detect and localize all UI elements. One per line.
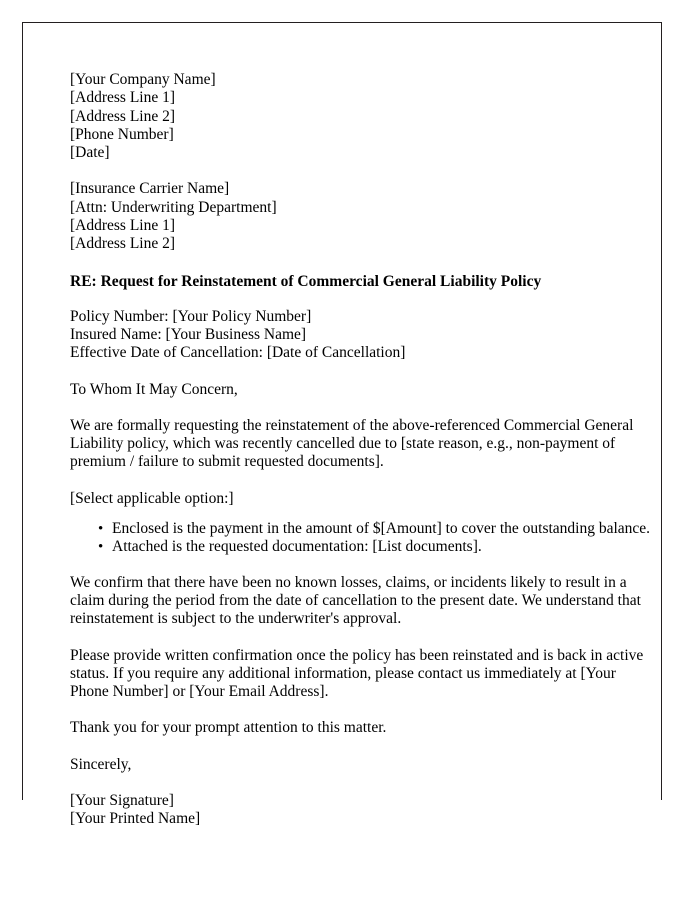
- salutation: To Whom It May Concern,: [70, 380, 238, 398]
- closing-line: Sincerely,: [70, 755, 132, 773]
- sender-line-date: [Date]: [70, 144, 110, 162]
- recipient-line-address-1: [Address Line 1]: [70, 217, 176, 235]
- recipient-line-attn: [Attn: Underwriting Department]: [70, 198, 277, 216]
- recipient-line-address-2: [Address Line 2]: [70, 235, 176, 253]
- printed-name-line: [Your Printed Name]: [70, 810, 201, 828]
- signature-placeholder-line: [Your Signature]: [70, 792, 174, 810]
- body-paragraph-2: We confirm that there have been no known losses, claims, or incidents likely to result in a claim during the period from the date of cancellation to the present date. We understand that reinstatement is subject to the underwriter's approval.: [70, 573, 641, 628]
- signature-block: [70, 792, 658, 829]
- sender-line-company: [Your Company Name]: [70, 71, 216, 88]
- thanks-line: Thank you for your prompt attention to this matter.: [70, 719, 387, 737]
- sender-line-phone: [Phone Number]: [70, 125, 174, 143]
- body-paragraph-1: We are formally requesting the reinstatement of the above-referenced Commercial General Liability policy, which was recently cancelled due to [state reason, e.g., non-payment of premium / failure to submit requested documents].: [70, 416, 634, 471]
- letter-body: [70, 71, 658, 829]
- sender-address-block: [70, 71, 658, 162]
- document-page-frame: [22, 22, 662, 828]
- insured-name-line: Insured Name: [Your Business Name]: [70, 325, 307, 343]
- policy-details-block: [70, 308, 658, 363]
- body-paragraph-3: Please provide written confirmation once the policy has been reinstated and is back in active status. If you require any additional information, please contact us immediately at [Your Phone Number] or [Your Email Address].: [70, 646, 644, 701]
- select-option-label: [Select applicable option:]: [70, 489, 234, 507]
- sender-line-address-2: [Address Line 2]: [70, 107, 176, 125]
- policy-number-line: Policy Number: [Your Policy Number]: [70, 307, 312, 325]
- list-item: • Enclosed is the payment in the amount of $[Amount] to cover the outstanding balance.: [112, 520, 658, 538]
- cancellation-date-line: Effective Date of Cancellation: [Date of Cancellation]: [70, 344, 406, 362]
- recipient-line-carrier: [Insurance Carrier Name]: [70, 180, 230, 198]
- recipient-address-block: [70, 180, 658, 253]
- list-item: • Attached is the requested documentation: [List documents].: [112, 538, 658, 556]
- sender-line-address-1: [Address Line 1]: [70, 89, 176, 107]
- subject-line: RE: Request for Reinstatement of Commercial General Liability Policy: [70, 272, 542, 290]
- options-list: [70, 520, 658, 557]
